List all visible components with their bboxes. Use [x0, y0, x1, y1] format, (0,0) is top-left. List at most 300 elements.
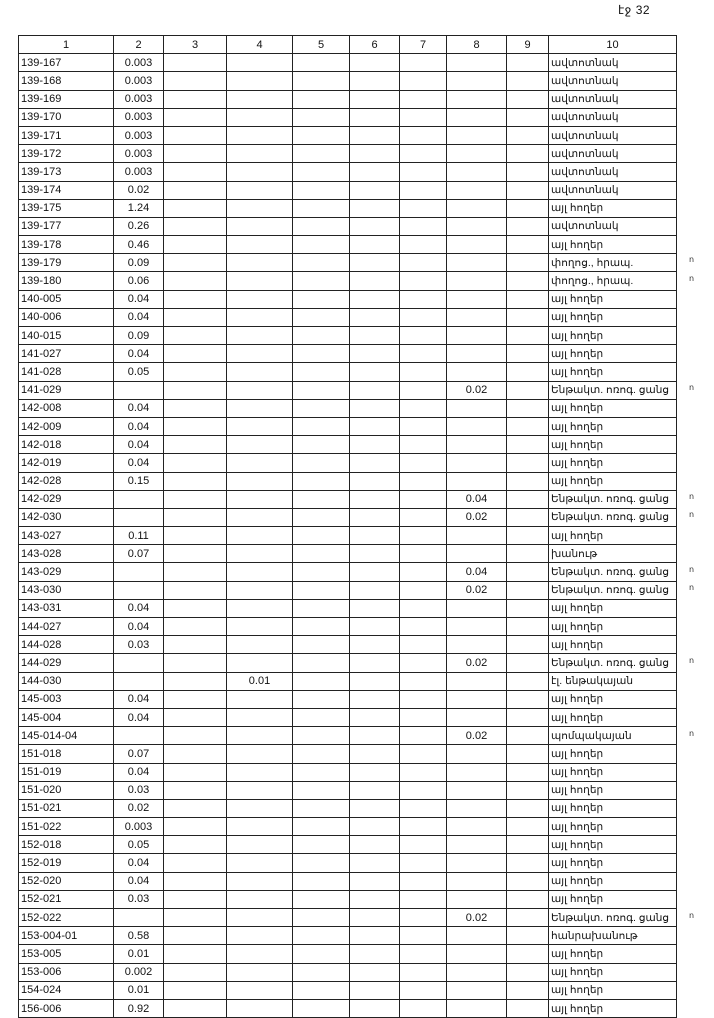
- header-cell: 10: [549, 36, 677, 54]
- cell-col-8: 0.04: [447, 563, 507, 581]
- cell-col-6: [350, 72, 400, 90]
- cell-col-2: 0.003: [114, 90, 164, 108]
- cell-col-9: [507, 472, 549, 490]
- cell-col-5: [293, 272, 350, 290]
- cell-col-7: [400, 927, 447, 945]
- cell-col-10: այլ հողեր: [549, 799, 677, 817]
- cell-col-4: [227, 90, 293, 108]
- cell-col-7: [400, 527, 447, 545]
- cell-col-8: [447, 708, 507, 726]
- cell-col-7: [400, 345, 447, 363]
- cell-col-2: 0.04: [114, 618, 164, 636]
- cell-col-6: [350, 745, 400, 763]
- cell-col-4: [227, 236, 293, 254]
- margin-mark: ո: [689, 910, 695, 920]
- cell-col-7: [400, 781, 447, 799]
- cell-col-7: [400, 727, 447, 745]
- cell-col-8: [447, 90, 507, 108]
- cell-col-3: [164, 327, 227, 345]
- table-row: [19, 545, 677, 563]
- cell-col-6: [350, 890, 400, 908]
- cell-col-2: 0.01: [114, 981, 164, 999]
- cell-col-9: [507, 527, 549, 545]
- cell-col-10: այլ հողեր: [549, 236, 677, 254]
- cell-col-5: [293, 636, 350, 654]
- cell-col-10: ավտոտնակ: [549, 72, 677, 90]
- cell-col-9: [507, 945, 549, 963]
- cell-col-5: [293, 436, 350, 454]
- cell-col-3: [164, 618, 227, 636]
- cell-col-9: [507, 254, 549, 272]
- cell-col-9: [507, 290, 549, 308]
- cell-col-10: Ենթակտ. ոռոգ. ցանց: [549, 508, 677, 526]
- cell-col-6: [350, 236, 400, 254]
- cell-col-6: [350, 909, 400, 927]
- table-row: [19, 417, 677, 435]
- cell-col-7: [400, 690, 447, 708]
- cell-col-3: [164, 581, 227, 599]
- table-row: [19, 436, 677, 454]
- cell-col-5: [293, 618, 350, 636]
- cell-col-8: [447, 890, 507, 908]
- cell-col-8: [447, 927, 507, 945]
- cell-col-6: [350, 599, 400, 617]
- header-cell: 7: [400, 36, 447, 54]
- cell-col-4: [227, 490, 293, 508]
- cell-col-5: [293, 599, 350, 617]
- table-row: [19, 163, 677, 181]
- cell-col-2: 0.04: [114, 417, 164, 435]
- margin-mark: ո: [689, 583, 695, 592]
- cell-col-10: այլ հողեր: [549, 945, 677, 963]
- cell-col-4: [227, 454, 293, 472]
- cell-col-1: 139-174: [19, 181, 114, 199]
- cell-col-7: [400, 654, 447, 672]
- cell-col-10: այլ հողեր: [549, 781, 677, 799]
- cell-col-3: [164, 672, 227, 690]
- cell-col-1: 151-022: [19, 818, 114, 836]
- cell-col-4: [227, 472, 293, 490]
- cell-col-8: 0.02: [447, 508, 507, 526]
- cell-col-2: 0.15: [114, 472, 164, 490]
- cell-col-6: [350, 290, 400, 308]
- cell-col-3: [164, 72, 227, 90]
- cell-col-1: 151-021: [19, 799, 114, 817]
- cell-col-2: 0.002: [114, 963, 164, 981]
- cell-col-3: [164, 927, 227, 945]
- cell-col-4: [227, 836, 293, 854]
- cell-col-2: 0.003: [114, 163, 164, 181]
- cell-col-8: [447, 163, 507, 181]
- cell-col-9: [507, 799, 549, 817]
- cell-col-5: [293, 345, 350, 363]
- cell-col-10: այլ հողեր: [549, 999, 677, 1017]
- cell-col-10: այլ հողեր: [549, 290, 677, 308]
- cell-col-4: [227, 872, 293, 890]
- table-row: [19, 126, 677, 144]
- cell-col-10: ավտոտնակ: [549, 108, 677, 126]
- cell-col-9: [507, 399, 549, 417]
- cell-col-5: [293, 999, 350, 1017]
- cell-col-8: [447, 254, 507, 272]
- cell-col-8: [447, 818, 507, 836]
- cell-col-9: [507, 163, 549, 181]
- cell-col-2: [114, 909, 164, 927]
- cell-col-5: [293, 417, 350, 435]
- cell-col-6: [350, 636, 400, 654]
- cell-col-10: փողոց., հրապ.: [549, 272, 677, 290]
- cell-col-3: [164, 963, 227, 981]
- cell-col-9: [507, 363, 549, 381]
- cell-col-7: [400, 254, 447, 272]
- cell-col-5: [293, 490, 350, 508]
- cell-col-10: այլ հողեր: [549, 599, 677, 617]
- cell-col-10: Ենթակտ. ոռոգ. ցանց: [549, 581, 677, 599]
- cell-col-10: այլ հողեր: [549, 818, 677, 836]
- cell-col-10: ավտոտնակ: [549, 54, 677, 72]
- cell-col-4: [227, 909, 293, 927]
- table-row: [19, 563, 677, 581]
- cell-col-8: [447, 599, 507, 617]
- cell-col-6: [350, 672, 400, 690]
- table-row: [19, 454, 677, 472]
- cell-col-4: [227, 290, 293, 308]
- cell-col-1: 151-018: [19, 745, 114, 763]
- cell-col-4: [227, 272, 293, 290]
- cell-col-9: [507, 145, 549, 163]
- cell-col-10: ավտոտնակ: [549, 163, 677, 181]
- margin-mark: ո: [689, 273, 695, 283]
- cell-col-1: 139-169: [19, 90, 114, 108]
- cell-col-9: [507, 308, 549, 326]
- cell-col-6: [350, 545, 400, 563]
- cell-col-4: [227, 217, 293, 235]
- cell-col-10: այլ հողեր: [549, 199, 677, 217]
- cell-col-1: 141-028: [19, 363, 114, 381]
- cell-col-5: [293, 708, 350, 726]
- cell-col-10: Ենթակտ. ոռոգ. ցանց: [549, 381, 677, 399]
- cell-col-6: [350, 490, 400, 508]
- cell-col-5: [293, 690, 350, 708]
- table-row: [19, 818, 677, 836]
- cell-col-6: [350, 527, 400, 545]
- cell-col-10: այլ հողեր: [549, 708, 677, 726]
- cell-col-2: 1.24: [114, 199, 164, 217]
- cell-col-7: [400, 108, 447, 126]
- table-row: [19, 618, 677, 636]
- cell-col-4: [227, 727, 293, 745]
- table-row: [19, 763, 677, 781]
- cell-col-10: այլ հողեր: [549, 745, 677, 763]
- cell-col-3: [164, 163, 227, 181]
- cell-col-5: [293, 163, 350, 181]
- cell-col-7: [400, 436, 447, 454]
- cell-col-7: [400, 599, 447, 617]
- cell-col-9: [507, 890, 549, 908]
- margin-mark: ո: [689, 492, 695, 501]
- cell-col-4: [227, 199, 293, 217]
- margin-mark: ո: [689, 382, 695, 392]
- table-row: [19, 508, 677, 526]
- cell-col-9: [507, 672, 549, 690]
- cell-col-1: 143-031: [19, 599, 114, 617]
- cell-col-8: 0.02: [447, 909, 507, 927]
- table-row: [19, 909, 677, 927]
- cell-col-8: [447, 290, 507, 308]
- cell-col-10: այլ հողեր: [549, 618, 677, 636]
- cell-col-4: [227, 999, 293, 1017]
- cell-col-8: [447, 308, 507, 326]
- cell-col-10: այլ հողեր: [549, 345, 677, 363]
- cell-col-5: [293, 217, 350, 235]
- cell-col-6: [350, 618, 400, 636]
- cell-col-1: 152-021: [19, 890, 114, 908]
- cell-col-9: [507, 818, 549, 836]
- cell-col-3: [164, 54, 227, 72]
- cell-col-9: [507, 217, 549, 235]
- cell-col-8: [447, 181, 507, 199]
- cell-col-7: [400, 909, 447, 927]
- cell-col-7: [400, 126, 447, 144]
- cell-col-9: [507, 690, 549, 708]
- cell-col-7: [400, 90, 447, 108]
- cell-col-1: 139-178: [19, 236, 114, 254]
- cell-col-5: [293, 72, 350, 90]
- cell-col-2: 0.04: [114, 872, 164, 890]
- cell-col-6: [350, 854, 400, 872]
- cell-col-2: 0.92: [114, 999, 164, 1017]
- cell-col-7: [400, 981, 447, 999]
- cell-col-10: պոմպակայան: [549, 727, 677, 745]
- cell-col-10: այլ հողեր: [549, 436, 677, 454]
- cell-col-3: [164, 872, 227, 890]
- cell-col-3: [164, 199, 227, 217]
- cell-col-8: [447, 836, 507, 854]
- cell-col-4: [227, 508, 293, 526]
- table-row: [19, 999, 677, 1017]
- cell-col-3: [164, 999, 227, 1017]
- cell-col-9: [507, 381, 549, 399]
- cell-col-2: 0.04: [114, 599, 164, 617]
- cell-col-7: [400, 963, 447, 981]
- cell-col-1: 142-028: [19, 472, 114, 490]
- table-row: [19, 290, 677, 308]
- cell-col-7: [400, 799, 447, 817]
- cell-col-10: ավտոտնակ: [549, 217, 677, 235]
- cell-col-6: [350, 690, 400, 708]
- cell-col-2: 0.04: [114, 854, 164, 872]
- cell-col-10: այլ հողեր: [549, 854, 677, 872]
- header-cell: 2: [114, 36, 164, 54]
- cell-col-4: [227, 145, 293, 163]
- cell-col-1: 144-029: [19, 654, 114, 672]
- cell-col-9: [507, 981, 549, 999]
- cell-col-9: [507, 909, 549, 927]
- cell-col-4: [227, 54, 293, 72]
- cell-col-4: [227, 126, 293, 144]
- cell-col-2: [114, 581, 164, 599]
- cell-col-1: 156-006: [19, 999, 114, 1017]
- cell-col-5: [293, 199, 350, 217]
- cell-col-7: [400, 999, 447, 1017]
- cell-col-4: [227, 417, 293, 435]
- table-row: [19, 690, 677, 708]
- cell-col-3: [164, 472, 227, 490]
- cell-col-6: [350, 781, 400, 799]
- cell-col-5: [293, 818, 350, 836]
- cell-col-3: [164, 108, 227, 126]
- table-row: [19, 217, 677, 235]
- table-row: [19, 872, 677, 890]
- cell-col-1: 142-008: [19, 399, 114, 417]
- cell-col-10: այլ հողեր: [549, 417, 677, 435]
- cell-col-3: [164, 90, 227, 108]
- cell-col-10: Ենթակտ. ոռոգ. ցանց: [549, 490, 677, 508]
- cell-col-1: 144-027: [19, 618, 114, 636]
- table-row: [19, 708, 677, 726]
- cell-col-6: [350, 327, 400, 345]
- cell-col-7: [400, 708, 447, 726]
- cell-col-7: [400, 181, 447, 199]
- cell-col-2: 0.46: [114, 236, 164, 254]
- cell-col-6: [350, 163, 400, 181]
- cell-col-8: [447, 399, 507, 417]
- cell-col-3: [164, 217, 227, 235]
- cell-col-3: [164, 145, 227, 163]
- cell-col-8: [447, 472, 507, 490]
- cell-col-5: [293, 399, 350, 417]
- cell-col-2: 0.09: [114, 254, 164, 272]
- cell-col-1: 143-027: [19, 527, 114, 545]
- cell-col-1: 141-029: [19, 381, 114, 399]
- table-row: [19, 963, 677, 981]
- cell-col-4: [227, 436, 293, 454]
- cell-col-4: [227, 527, 293, 545]
- cell-col-1: 142-029: [19, 490, 114, 508]
- cell-col-10: ավտոտնակ: [549, 145, 677, 163]
- cell-col-3: [164, 636, 227, 654]
- cell-col-10: հանրախանութ: [549, 927, 677, 945]
- cell-col-10: Ենթակտ. ոռոգ. ցանց: [549, 563, 677, 581]
- table-row: [19, 181, 677, 199]
- margin-mark: ո: [689, 564, 695, 574]
- cell-col-9: [507, 599, 549, 617]
- cell-col-2: [114, 727, 164, 745]
- cell-col-10: ավտոտնակ: [549, 126, 677, 144]
- cell-col-8: [447, 108, 507, 126]
- cell-col-3: [164, 836, 227, 854]
- cell-col-6: [350, 54, 400, 72]
- cell-col-6: [350, 581, 400, 599]
- table-row: [19, 854, 677, 872]
- cell-col-5: [293, 145, 350, 163]
- cell-col-2: 0.03: [114, 890, 164, 908]
- margin-mark: ո: [689, 655, 695, 665]
- cell-col-2: 0.003: [114, 818, 164, 836]
- cell-col-5: [293, 836, 350, 854]
- cell-col-5: [293, 290, 350, 308]
- cell-col-10: փողոց., հրապ.: [549, 254, 677, 272]
- cell-col-6: [350, 981, 400, 999]
- header-cell: 3: [164, 36, 227, 54]
- cell-col-9: [507, 708, 549, 726]
- cell-col-9: [507, 999, 549, 1017]
- cell-col-3: [164, 236, 227, 254]
- cell-col-3: [164, 708, 227, 726]
- cell-col-7: [400, 145, 447, 163]
- cell-col-1: 139-171: [19, 126, 114, 144]
- cell-col-3: [164, 181, 227, 199]
- table-row: [19, 490, 677, 508]
- cell-col-10: այլ հողեր: [549, 527, 677, 545]
- cell-col-8: [447, 963, 507, 981]
- cell-col-2: 0.04: [114, 436, 164, 454]
- table-row: [19, 527, 677, 545]
- cell-col-2: 0.05: [114, 836, 164, 854]
- cell-col-5: [293, 854, 350, 872]
- cell-col-6: [350, 399, 400, 417]
- cell-col-2: 0.02: [114, 799, 164, 817]
- cell-col-9: [507, 272, 549, 290]
- cell-col-4: [227, 327, 293, 345]
- cell-col-2: 0.09: [114, 327, 164, 345]
- cell-col-8: 0.02: [447, 727, 507, 745]
- cell-col-9: [507, 836, 549, 854]
- cell-col-9: [507, 126, 549, 144]
- cell-col-7: [400, 363, 447, 381]
- cell-col-2: 0.003: [114, 126, 164, 144]
- cell-col-5: [293, 327, 350, 345]
- cell-col-9: [507, 545, 549, 563]
- cell-col-5: [293, 890, 350, 908]
- cell-col-6: [350, 818, 400, 836]
- table-row: [19, 272, 677, 290]
- cell-col-8: [447, 672, 507, 690]
- cell-col-8: [447, 272, 507, 290]
- cell-col-9: [507, 345, 549, 363]
- cell-col-5: [293, 254, 350, 272]
- cell-col-7: [400, 417, 447, 435]
- cell-col-3: [164, 763, 227, 781]
- cell-col-2: 0.11: [114, 527, 164, 545]
- cell-col-6: [350, 363, 400, 381]
- cell-col-3: [164, 290, 227, 308]
- cell-col-6: [350, 945, 400, 963]
- cell-col-1: 154-024: [19, 981, 114, 999]
- table-row: [19, 599, 677, 617]
- cell-col-9: [507, 199, 549, 217]
- cell-col-4: [227, 636, 293, 654]
- cell-col-2: 0.03: [114, 781, 164, 799]
- cell-col-1: 142-019: [19, 454, 114, 472]
- cell-col-8: [447, 417, 507, 435]
- cell-col-1: 152-018: [19, 836, 114, 854]
- cell-col-10: այլ հողեր: [549, 636, 677, 654]
- cell-col-6: [350, 872, 400, 890]
- cell-col-3: [164, 599, 227, 617]
- cell-col-4: [227, 654, 293, 672]
- cell-col-2: 0.04: [114, 454, 164, 472]
- cell-col-2: 0.003: [114, 108, 164, 126]
- cell-col-6: [350, 108, 400, 126]
- cell-col-1: 151-019: [19, 763, 114, 781]
- cell-col-4: [227, 945, 293, 963]
- cell-col-9: [507, 327, 549, 345]
- cell-col-9: [507, 927, 549, 945]
- cell-col-2: 0.04: [114, 345, 164, 363]
- cell-col-1: 139-177: [19, 217, 114, 235]
- cell-col-7: [400, 854, 447, 872]
